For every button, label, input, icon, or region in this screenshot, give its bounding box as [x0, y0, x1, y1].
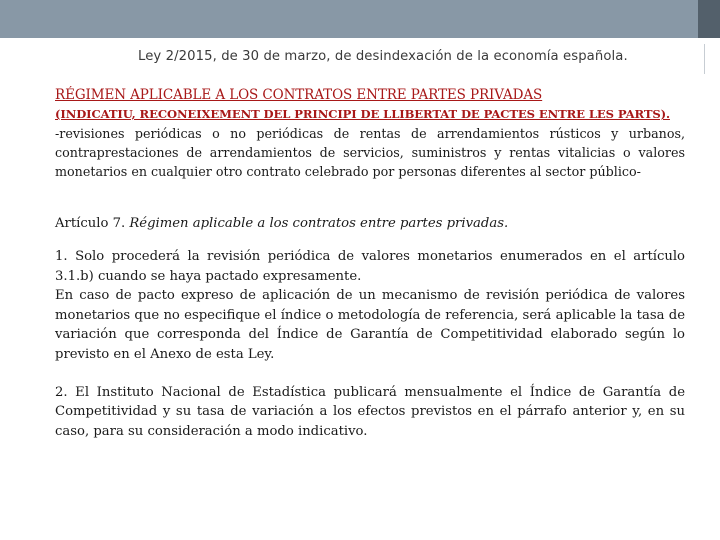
section-title: RÉGIMEN APLICABLE A LOS CONTRATOS ENTRE PARTES PRIVADAS — [55, 87, 543, 103]
article-paragraph-2: 2. El Instituto Nacional de Estadística publicará mensualmente el Índice de Garantía de Competitividad y su tasa de variación a los efectos previstos en el párrafo anterior y, en su caso, para su consideración a modo indicativo. — [55, 384, 685, 439]
article-number: Artículo 7. — [55, 216, 126, 231]
section-subtitle: (INDICATIU, RECONEIXEMENT DEL PRINCIPI DE LLIBERTAT DE PACTES ENTRE LES PARTS). — [55, 107, 670, 121]
article-paragraph-1: 1. Solo procederá la revisión periódica de valores monetarios enumerados en el artículo 3.1.b) cuando se haya pactado expresamente. — [55, 249, 685, 284]
section-intro-text: -revisiones periódicas o no periódicas de rentas de arrendamientos rústicos y urbanos, contraprestaciones de arrendamientos de servicios, suministros y rentas vitalicias o valores monetarios en cualquier otro contrato celebrado por personas diferentes al sector público- — [55, 126, 685, 179]
article-heading — [55, 213, 685, 235]
document-body — [55, 85, 685, 441]
article-title: Régimen aplicable a los contratos entre partes privadas. — [129, 216, 509, 231]
article-paragraph-1-continuation: En caso de pacto expreso de aplicación de un mecanismo de revisión periódica de valores monetarios que no especifique el índice o metodología de referencia, será aplicable la tasa de variación que corresponda del Índice de Garantía de Competitividad elaborado según lo previsto en el Anexo de esta Ley. — [55, 288, 685, 362]
header-side-rule — [704, 44, 705, 74]
top-decorative-bar — [0, 0, 698, 38]
top-accent-square — [698, 0, 720, 38]
document-header-title: Ley 2/2015, de 30 de marzo, de desindexación de la economía española. — [138, 49, 628, 64]
